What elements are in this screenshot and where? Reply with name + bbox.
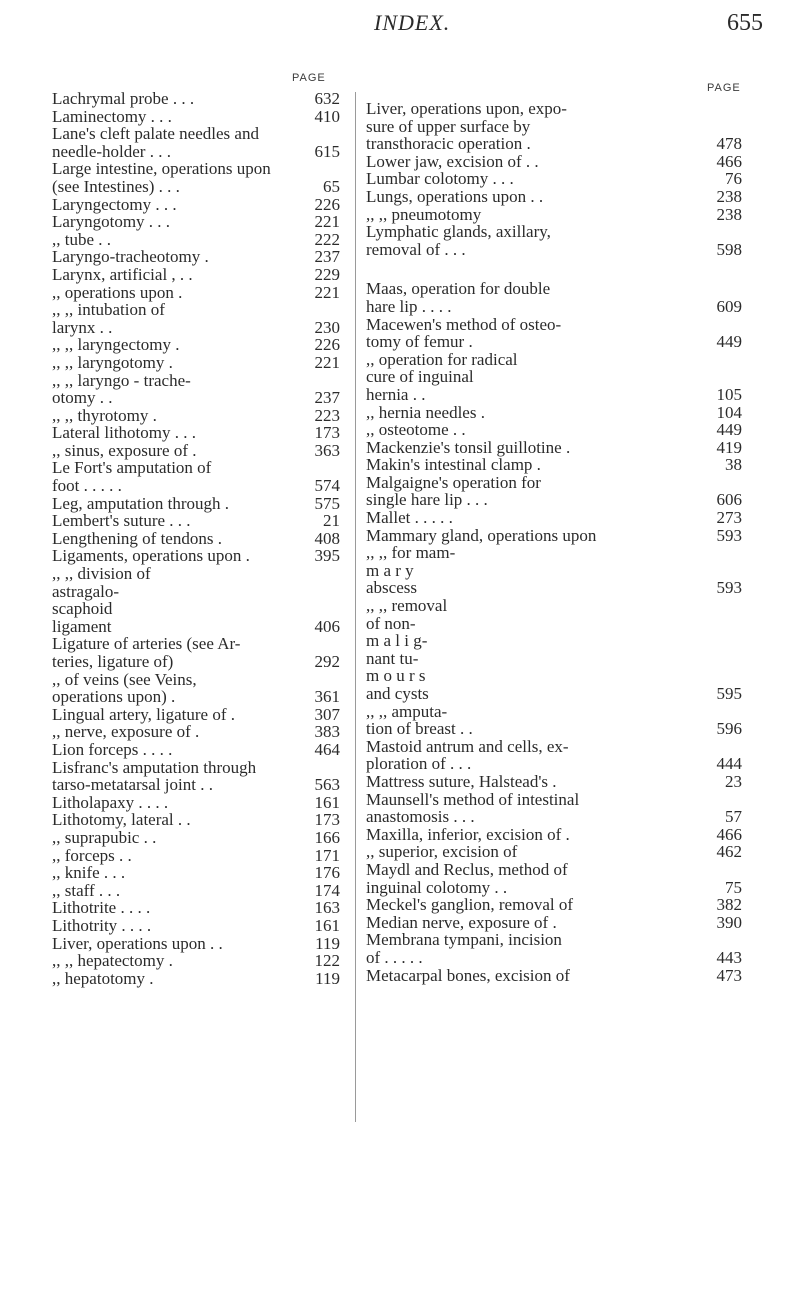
index-entry-text: larynx . . <box>52 317 113 337</box>
index-entry-text: Maunsell's method of intestinal <box>366 789 580 809</box>
right-page-label: PAGE <box>707 82 741 94</box>
index-entry-page: 466 <box>716 151 742 171</box>
index-entry-page: 406 <box>314 616 340 636</box>
index-entry-page: 76 <box>725 169 742 189</box>
index-entry-page: 395 <box>314 546 340 566</box>
index-entry-page: 292 <box>314 652 340 671</box>
index-entry-page: 449 <box>716 332 742 352</box>
index-entry-text: of non- <box>366 613 416 633</box>
index-entry-page: 615 <box>314 141 340 161</box>
index-entry-text: Lane's cleft palate needles and <box>52 124 259 144</box>
index-entry-text: cure of inguinal <box>366 367 474 387</box>
index-entry-page: 238 <box>716 204 742 224</box>
index-entry-page: 105 <box>716 384 742 404</box>
index-entry-text: tion of breast . . <box>366 719 473 739</box>
index-entry <box>52 160 340 178</box>
index-entry <box>366 100 742 118</box>
index-entry-page: 593 <box>716 525 742 545</box>
index-entry-page: 574 <box>314 476 340 496</box>
index-entry-page: 229 <box>314 264 340 284</box>
index-entry <box>52 723 340 741</box>
index-entry <box>52 882 340 900</box>
index-entry <box>366 544 742 562</box>
index-entry-text: Lengthening of tendons . <box>52 528 222 548</box>
index-entry-page: 230 <box>314 317 340 337</box>
index-entry-text: needle-holder . . . <box>52 141 171 161</box>
index-entry-page: 21 <box>323 511 340 531</box>
index-entry-text: tomy of femur . <box>366 332 473 352</box>
index-entry-page: 173 <box>314 810 340 830</box>
index-entry <box>366 861 742 879</box>
index-entry <box>366 632 742 650</box>
index-entry-page: 410 <box>314 106 340 126</box>
index-entry <box>52 178 340 196</box>
index-entry <box>366 896 742 914</box>
index-entry <box>52 547 340 565</box>
index-entry <box>52 389 340 407</box>
column-divider <box>355 92 356 1122</box>
index-entry-text: Lembert's suture . . . <box>52 511 191 531</box>
index-entry <box>52 459 340 477</box>
index-entry-page: 361 <box>314 687 340 707</box>
index-entry-page: 383 <box>314 722 340 742</box>
running-header <box>0 10 800 50</box>
index-entry <box>366 298 742 316</box>
index-entry-page: 466 <box>716 824 742 844</box>
index-entry <box>52 671 340 689</box>
index-entry <box>52 319 340 337</box>
index-entry-text: Mammary gland, operations upon <box>366 525 597 545</box>
index-entry <box>366 931 742 949</box>
index-entry-page: 609 <box>716 296 742 316</box>
page-number: 655 <box>727 10 763 36</box>
index-entry <box>52 424 340 442</box>
index-entry <box>366 826 742 844</box>
index-entry <box>52 653 340 671</box>
index-entry <box>52 231 340 249</box>
index-entry <box>366 791 742 809</box>
index-entry <box>366 135 742 153</box>
index-entry-page: 443 <box>716 947 742 967</box>
index-entry-text: Maxilla, inferior, excision of . <box>366 824 570 844</box>
index-entry-text: ,, osteotome . . <box>366 420 466 440</box>
index-entry <box>366 491 742 509</box>
index-entry <box>52 847 340 865</box>
index-entry-page: 23 <box>725 771 742 791</box>
index-entry-text: ,, operation for radical <box>366 349 518 369</box>
index-entry <box>52 600 340 618</box>
index-entry <box>52 196 340 214</box>
index-entry <box>366 527 742 545</box>
index-entry-text: Liver, operations upon, expo- <box>366 99 567 118</box>
index-entry <box>52 108 340 126</box>
index-entry-text: Maas, operation for double <box>366 279 551 299</box>
index-entry-text: Laminectomy . . . <box>52 106 172 126</box>
index-entry-text: anastomosis . . . <box>366 807 475 827</box>
index-entry-text: Mackenzie's tonsil guillotine . <box>366 437 571 457</box>
index-entry <box>52 248 340 266</box>
index-entry-page: 449 <box>716 420 742 440</box>
index-entry-text: Lungs, operations upon . . <box>366 186 544 206</box>
index-entry <box>366 439 742 457</box>
index-entry <box>52 301 340 319</box>
index-entry-text: ,, suprapubic . . <box>52 827 157 847</box>
index-entry <box>366 703 742 721</box>
index-entry-text: Laryngectomy . . . <box>52 194 177 214</box>
index-entry-page: 598 <box>716 239 742 259</box>
index-entry-text: m a r y <box>366 560 414 580</box>
index-entry <box>366 170 742 188</box>
index-entry-text: ,, ,, thyrotomy . <box>52 405 157 425</box>
index-entry-text: Lachrymal probe . . . <box>52 89 195 108</box>
index-entry-text: Litholapaxy . . . . <box>52 792 169 812</box>
right-index-column <box>366 100 742 984</box>
index-entry-page: 606 <box>716 490 742 510</box>
index-entry <box>366 316 742 334</box>
index-entry <box>52 530 340 548</box>
index-entry <box>366 879 742 897</box>
index-entry <box>52 635 340 653</box>
index-entry <box>366 615 742 633</box>
index-entry <box>366 720 742 738</box>
index-entry-text: ,, knife . . . <box>52 863 126 883</box>
index-entry-text: Lingual artery, ligature of . <box>52 704 235 724</box>
index-entry-text: ,, ,, laryngo - trache- <box>52 370 191 390</box>
index-entry <box>52 125 340 143</box>
index-entry <box>52 90 340 108</box>
index-entry-page: 444 <box>716 754 742 774</box>
index-entry <box>52 741 340 759</box>
index-entry <box>52 512 340 530</box>
index-entry <box>366 280 742 298</box>
index-entry-page: 166 <box>314 827 340 847</box>
index-entry-page: 632 <box>314 89 340 108</box>
index-entry <box>366 241 742 259</box>
index-entry-page: 419 <box>716 437 742 457</box>
index-entry <box>366 206 742 224</box>
index-entry <box>366 738 742 756</box>
index-entry-text: and cysts <box>366 684 429 703</box>
index-entry-text: Lithotrite . . . . <box>52 898 151 918</box>
index-entry-text: ,, nerve, exposure of . <box>52 722 200 742</box>
index-entry-text: ,, ,, for mam- <box>366 543 456 563</box>
index-entry-text: Lateral lithotomy . . . <box>52 423 196 443</box>
index-entry-text: m a l i g- <box>366 631 428 651</box>
index-entry-page: 104 <box>716 402 742 422</box>
index-entry-text: Makin's intestinal clamp . <box>366 455 541 475</box>
index-entry <box>52 583 340 601</box>
index-entry-page: 363 <box>314 440 340 460</box>
index-entry-text: ,, ,, amputa- <box>366 701 448 721</box>
index-entry-page: 163 <box>314 898 340 918</box>
index-entry-text: Liver, operations upon . . <box>52 933 223 953</box>
index-entry <box>366 351 742 369</box>
index-entry-text: ,, sinus, exposure of . <box>52 440 197 460</box>
index-entry-page: 593 <box>716 578 742 598</box>
index-entry <box>366 153 742 171</box>
index-entry <box>366 949 742 967</box>
index-entry-page: 65 <box>323 176 340 196</box>
index-entry-text: ploration of . . . <box>366 754 472 774</box>
index-entry-text: Lithotomy, lateral . . <box>52 810 191 830</box>
index-entry-page: 57 <box>725 807 742 827</box>
index-entry <box>52 143 340 161</box>
index-entry-page: 307 <box>314 704 340 724</box>
index-entry-page: 478 <box>716 134 742 154</box>
index-entry-page: 226 <box>314 194 340 214</box>
index-entry-text: m o u r s <box>366 666 426 686</box>
index-entry-text: astragalo- <box>52 581 120 601</box>
index-entry <box>52 688 340 706</box>
index-entry-page: 390 <box>716 912 742 932</box>
index-entry-text: ligament <box>52 616 112 636</box>
index-entry-page: 462 <box>716 842 742 862</box>
index-entry-text: Mastoid antrum and cells, ex- <box>366 736 569 756</box>
index-entry-page: 238 <box>716 186 742 206</box>
index-entry <box>52 442 340 460</box>
index-entry <box>366 579 742 597</box>
index-entry-text: ,, of veins (see Veins, <box>52 669 197 689</box>
left-index-column <box>52 90 340 987</box>
index-entry-text: ,, ,, removal <box>366 596 448 616</box>
index-entry <box>366 333 742 351</box>
index-entry-text: ,, ,, division of <box>52 564 151 584</box>
index-entry <box>366 562 742 580</box>
index-entry-text: Membrana tympani, incision <box>366 930 562 950</box>
index-entry <box>52 829 340 847</box>
index-entry-text: Median nerve, exposure of . <box>366 912 557 932</box>
index-entry-text: Metacarpal bones, excision of <box>366 965 570 985</box>
index-entry-page: 161 <box>314 915 340 935</box>
index-entry-text: hare lip . . . . <box>366 296 452 316</box>
index-entry-page: 222 <box>314 229 340 249</box>
left-page-label: PAGE <box>292 72 326 84</box>
index-entry <box>52 477 340 495</box>
index-entry-text: Meckel's ganglion, removal of <box>366 895 574 915</box>
index-entry-text: Lithotrity . . . . <box>52 915 152 935</box>
index-entry <box>366 223 742 241</box>
index-entry <box>52 864 340 882</box>
index-entry <box>366 843 742 861</box>
index-entry <box>52 354 340 372</box>
index-entry <box>52 706 340 724</box>
index-entry-page: 575 <box>314 493 340 513</box>
page-title: INDEX. <box>374 10 451 35</box>
index-entry-text: Laryngotomy . . . <box>52 212 171 232</box>
index-entry <box>366 421 742 439</box>
index-entry-text: tarso-metatarsal joint . . <box>52 775 213 795</box>
index-entry-page: 464 <box>314 739 340 759</box>
index-entry <box>366 914 742 932</box>
index-entry-text: ,, superior, excision of <box>366 842 518 862</box>
index-entry-text: Maydl and Reclus, method of <box>366 859 568 879</box>
index-entry-page: 596 <box>716 719 742 739</box>
index-entry-text: removal of . . . <box>366 239 466 259</box>
index-entry <box>366 755 742 773</box>
index-entry-page: 221 <box>314 282 340 302</box>
index-entry-text: abscess <box>366 578 417 598</box>
index-entry <box>52 407 340 425</box>
index-entry <box>366 667 742 685</box>
index-entry-text: transthoracic operation . <box>366 134 531 154</box>
index-entry-page: 226 <box>314 335 340 355</box>
index-entry <box>52 811 340 829</box>
index-entry <box>52 935 340 953</box>
index-entry-page: 595 <box>716 684 742 703</box>
index-entry-text: Lumbar colotomy . . . <box>366 169 514 189</box>
index-entry <box>52 899 340 917</box>
index-entry-text: ,, ,, pneumotomy <box>366 204 482 224</box>
index-entry-page: 161 <box>314 792 340 812</box>
index-entry-text: Leg, amputation through . <box>52 493 230 513</box>
index-entry-text: Lion forceps . . . . <box>52 739 173 759</box>
index-entry <box>52 759 340 777</box>
index-entry-text: Mattress suture, Halstead's . <box>366 771 557 791</box>
index-entry-text: Ligaments, operations upon . <box>52 546 250 566</box>
index-entry-text: ,, tube . . <box>52 229 112 249</box>
index-entry-page: 273 <box>716 508 742 528</box>
index-entry-page: 237 <box>314 247 340 267</box>
index-entry <box>366 456 742 474</box>
index-entry-page: 223 <box>314 405 340 425</box>
index-entry-text: nant tu- <box>366 648 419 668</box>
index-entry <box>366 509 742 527</box>
index-entry-text: Laryngo-tracheotomy . <box>52 247 209 267</box>
index-entry-text: ,, ,, laryngectomy . <box>52 335 180 355</box>
index-entry <box>366 404 742 422</box>
index-entry-page: 176 <box>314 863 340 883</box>
index-entry <box>52 213 340 231</box>
index-entry <box>52 284 340 302</box>
index-entry <box>52 618 340 636</box>
index-entry-text: inguinal colotomy . . <box>366 877 508 897</box>
index-entry-page: 237 <box>314 388 340 408</box>
index-entry-text: Ligature of arteries (see Ar- <box>52 634 241 654</box>
index-entry-text: ,, forceps . . <box>52 845 132 865</box>
index-entry <box>52 565 340 583</box>
index-entry <box>366 474 742 492</box>
index-entry-page: 119 <box>315 933 340 953</box>
index-entry <box>52 794 340 812</box>
index-entry <box>52 776 340 794</box>
index-entry <box>366 368 742 386</box>
index-entry-text: Large intestine, operations upon <box>52 159 271 179</box>
index-entry-page: 174 <box>314 880 340 900</box>
index-entry <box>366 386 742 404</box>
index-entry-page: 473 <box>716 965 742 985</box>
index-entry <box>366 808 742 826</box>
index-section-gap <box>366 258 742 280</box>
index-entry-page: 38 <box>725 455 742 475</box>
index-entry-text: ,, ,, hepatectomy . <box>52 951 173 971</box>
index-entry-page: 119 <box>315 968 340 988</box>
index-entry <box>52 266 340 284</box>
index-entry-page: 408 <box>314 528 340 548</box>
index-entry-text: Mallet . . . . . <box>366 508 453 528</box>
index-entry-text: single hare lip . . . <box>366 490 488 510</box>
index-entry-text: teries, ligature of) <box>52 652 174 671</box>
index-entry <box>366 188 742 206</box>
index-entry-text: ,, operations upon . <box>52 282 183 302</box>
index-entry-text: Le Fort's amputation of <box>52 458 212 478</box>
index-entry-text: Macewen's method of osteo- <box>366 314 562 334</box>
index-entry-text: ,, ,, laryngotomy . <box>52 352 173 372</box>
index-entry-page: 221 <box>314 352 340 372</box>
index-entry-text: scaphoid <box>52 599 113 619</box>
index-entry-text: of . . . . . <box>366 947 423 967</box>
index-entry-text: Lower jaw, excision of . . <box>366 151 539 171</box>
index-entry-text: Malgaigne's operation for <box>366 472 541 492</box>
index-entry <box>366 967 742 985</box>
index-entry-text: ,, hepatotomy . <box>52 968 154 988</box>
index-entry-text: Larynx, artificial , . . <box>52 264 193 284</box>
index-entry-page: 173 <box>314 423 340 443</box>
index-entry-page: 122 <box>314 951 340 971</box>
index-entry-page: 563 <box>314 775 340 795</box>
index-entry <box>366 650 742 668</box>
index-entry <box>366 118 742 136</box>
index-entry <box>52 970 340 988</box>
index-entry-text: sure of upper surface by <box>366 116 531 136</box>
index-entry-page: 75 <box>725 877 742 897</box>
index-entry-text: (see Intestines) . . . <box>52 176 180 196</box>
index-entry <box>52 917 340 935</box>
index-entry <box>52 336 340 354</box>
index-entry <box>366 597 742 615</box>
index-entry-text: ,, ,, intubation of <box>52 300 165 320</box>
index-entry-text: Lymphatic glands, axillary, <box>366 222 551 242</box>
index-entry <box>52 372 340 390</box>
index-entry-text: foot . . . . . <box>52 476 122 496</box>
index-entry-page: 382 <box>716 895 742 915</box>
index-entry <box>52 952 340 970</box>
index-entry-page: 171 <box>314 845 340 865</box>
index-entry-text: ,, hernia needles . <box>366 402 485 422</box>
index-entry-text: operations upon) . <box>52 687 176 707</box>
index-entry <box>366 773 742 791</box>
index-entry-page: 221 <box>314 212 340 232</box>
index-entry <box>52 495 340 513</box>
index-entry-text: ,, staff . . . <box>52 880 121 900</box>
index-entry-text: hernia . . <box>366 384 426 404</box>
index-entry-text: otomy . . <box>52 388 113 408</box>
index-entry <box>366 685 742 703</box>
index-entry-text: Lisfranc's amputation through <box>52 757 257 777</box>
